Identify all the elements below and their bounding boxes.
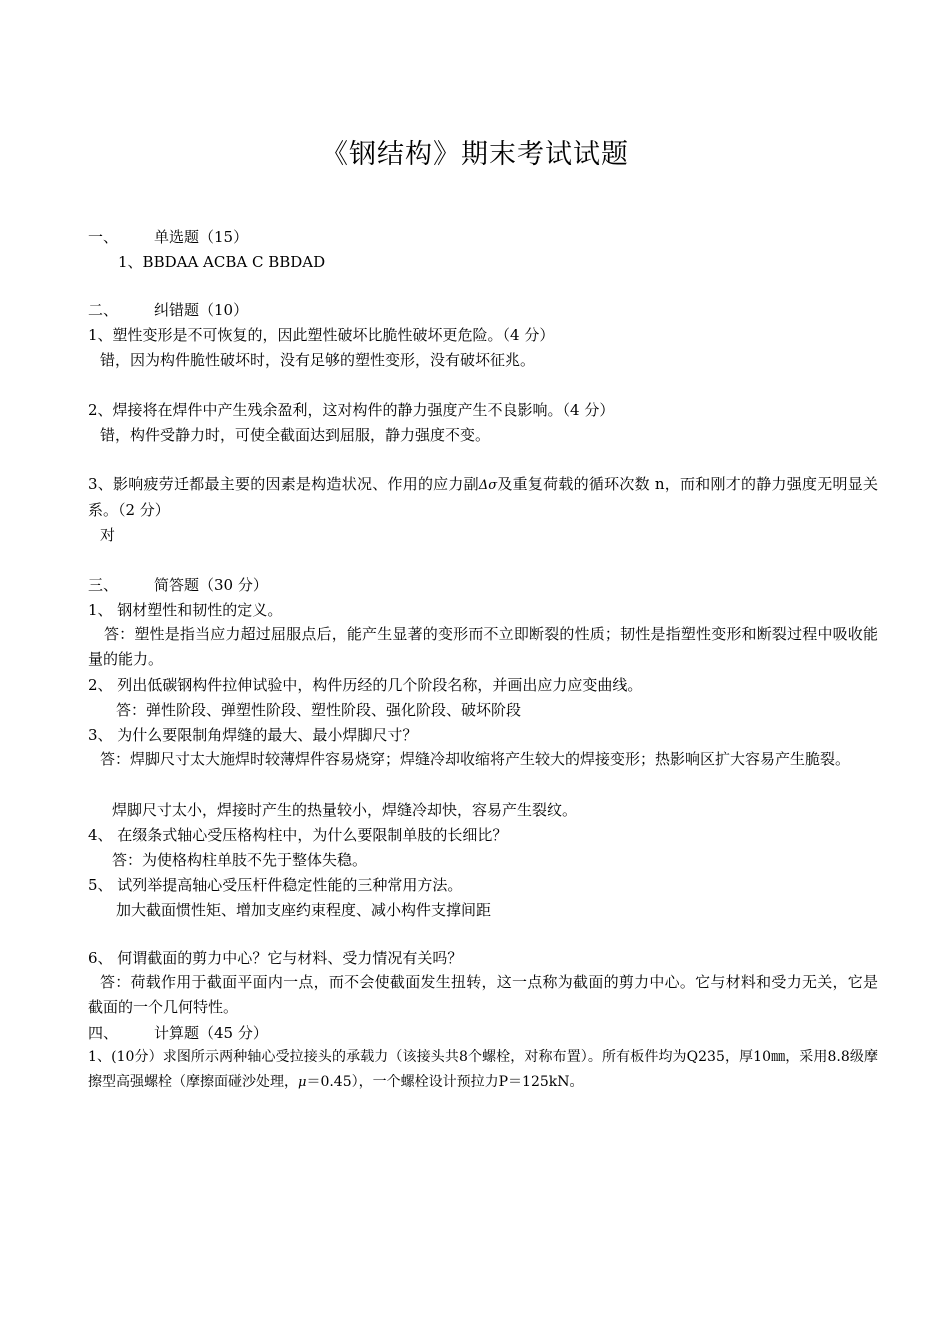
section-1-answer: 1、BBDAA ACBA C BBDAD — [118, 253, 326, 271]
short-answer-3-continued: 焊脚尺寸太小，焊接时产生的热量较小，焊缝冷却快，容易产生裂纹。 — [112, 801, 578, 819]
short-question-3: 3、 为什么要限制角焊缝的最大、最小焊脚尺寸？ — [88, 726, 418, 744]
section-2-title: 纠错题（10） — [154, 301, 249, 319]
section-4-number: 四、 — [88, 1024, 119, 1042]
friction-coefficient-symbol: μ — [298, 1075, 307, 1090]
short-answer-1: 答：塑性是指当应力超过屈服点后，能产生显著的变形而不立即断裂的性质；韧性是指塑性变形和断裂过程中吸收能量的能力。 — [88, 625, 878, 668]
calculation-question-1 — [88, 1045, 878, 1095]
correction-answer-1: 错，因为构件脆性破坏时，没有足够的塑性变形，没有破坏征兆。 — [100, 351, 536, 369]
short-question-6: 6、 何谓截面的剪力中心？它与材料、受力情况有关吗？ — [88, 949, 463, 967]
short-answer-4: 答：为使格构柱单肢不先于整体失稳。 — [112, 851, 368, 869]
section-3-heading — [88, 575, 268, 595]
correction-question-3 — [88, 472, 878, 523]
short-answer-2: 答：弹性阶段、弹塑性阶段、塑性阶段、强化阶段、破坏阶段 — [116, 701, 522, 719]
correction-question-2: 2、焊接将在焊件中产生残余盈利，这对构件的静力强度产生不良影响。（4 分） — [88, 401, 615, 419]
calculation-question-1-part-2: ＝0.45），一个螺栓设计预拉力P＝125kN。 — [306, 1074, 584, 1090]
short-question-1: 1、 钢材塑性和韧性的定义。 — [88, 601, 283, 619]
section-2-number: 二、 — [88, 301, 119, 319]
correction-question-1: 1、塑性变形是不可恢复的，因此塑性破坏比脆性破坏更危险。（4 分） — [88, 326, 555, 344]
correction-answer-3: 对 — [100, 526, 116, 544]
section-1-heading — [88, 227, 248, 247]
short-answer-5: 加大截面惯性矩、增加支座约束程度、减小构件支撑间距 — [116, 901, 492, 919]
section-4-title: 计算题（45 分） — [154, 1024, 268, 1042]
section-1-number: 一、 — [88, 228, 119, 246]
section-4-heading — [88, 1023, 268, 1043]
calculation-question-1-part-1: 1、(10分）求图所示两种轴心受拉接头的承载力（该接头共8个螺栓，对称布置）。所有板件均为Q235，厚10㎜，采用8.8级摩擦型高强螺栓（摩擦面碰沙处理， — [88, 1049, 878, 1090]
short-question-4: 4、 在缀条式轴心受压格构柱中，为什么要限制单肢的长细比？ — [88, 826, 508, 844]
correction-question-3-part-1: 3、影响疲劳迁都最主要的因素是构造状况、作用的应力副 — [88, 475, 479, 493]
section-3-title: 简答题（30 分） — [154, 576, 268, 594]
short-question-2: 2、 列出低碳钢构件拉伸试验中，构件历经的几个阶段名称，并画出应力应变曲线。 — [88, 676, 643, 694]
page-title: 《钢结构》期末考试试题 — [321, 139, 629, 170]
section-2-heading — [88, 300, 248, 320]
stress-range-symbol: Δσ — [478, 478, 498, 493]
correction-question-3-part-2: 及重复荷载的循环次数 n，而和刚才的静力强度无明显关系。（2 分） — [88, 475, 878, 519]
correction-answer-2: 错，构件受静力时，可使全截面达到屈服，静力强度不变。 — [100, 426, 491, 444]
short-question-5: 5、 试列举提高轴心受压杆件稳定性能的三种常用方法。 — [88, 876, 463, 894]
section-1-title: 单选题（15） — [154, 228, 249, 246]
section-3-number: 三、 — [88, 576, 119, 594]
short-answer-6: 答：荷载作用于截面平面内一点，而不会使截面发生扭转，这一点称为截面的剪力中心。它与材料和受力无关，它是截面的一个几何特性。 — [88, 973, 878, 1016]
short-answer-3: 答：焊脚尺寸太大施焊时较薄焊件容易烧穿；焊缝冷却收缩将产生较大的焊接变形；热影响区扩大容易产生脆裂。 — [100, 750, 851, 768]
